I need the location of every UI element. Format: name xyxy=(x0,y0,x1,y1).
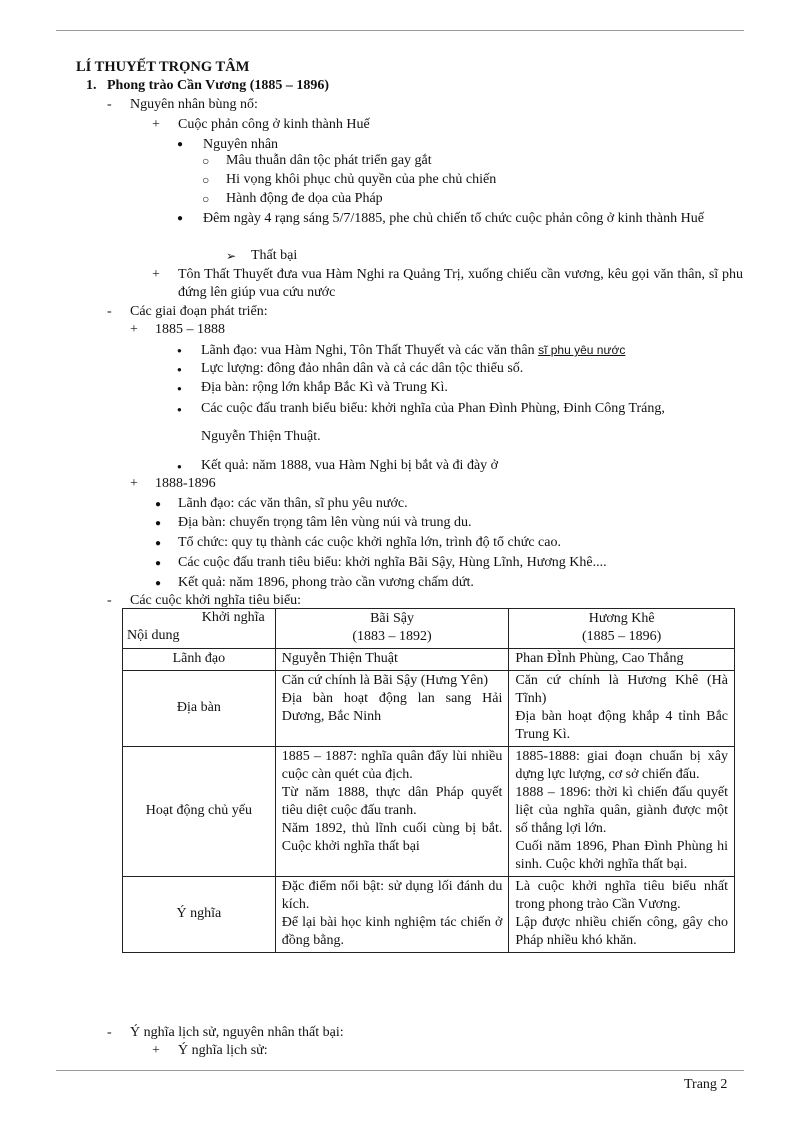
table-cell xyxy=(509,649,735,671)
stage1-struggles: Các cuộc đấu tranh biểu biểu: khởi nghĩa của Phan Đình Phùng, Đinh Công Tráng, xyxy=(201,401,665,416)
cell-paragraph: Nguyễn Thiện Thuật xyxy=(281,651,398,666)
uprisings-table xyxy=(122,608,735,953)
reason-item: Mâu thuẫn dân tộc phát triển gay gắt xyxy=(226,153,432,168)
plus-bullet: + xyxy=(152,1043,160,1058)
edict-text: Tôn Thất Thuyết đưa vua Hàm Nghi ra Quảng Trị, xuống chiếu cần vương, kêu gọi văn thân, sĩ phu đứng lên giúp vua cứu nước xyxy=(178,267,743,300)
circle-bullet-icon: ○ xyxy=(202,192,210,206)
cell-paragraph: 1885-1888: giai đoạn chuẩn bị xây dựng lực lượng, cơ sở chiến đấu. xyxy=(515,749,728,782)
dash-bullet: - xyxy=(107,1025,112,1040)
table-header-cell xyxy=(275,609,509,649)
bullet-icon: ● xyxy=(155,499,162,510)
table-cell xyxy=(275,747,509,877)
reason-item: Hi vọng khôi phục chủ quyền của phe chủ chiến xyxy=(226,172,497,187)
table-cell xyxy=(509,671,735,747)
bullet-icon: ● xyxy=(177,462,182,471)
bullet-icon: ● xyxy=(177,405,182,414)
cell-paragraph: Căn cứ chính là Bãi Sậy (Hưng Yên) xyxy=(281,673,489,688)
plus-bullet: + xyxy=(152,117,160,132)
stage2-item: Kết quả: năm 1896, phong trào cần vương chấm dứt. xyxy=(178,575,474,590)
table-cell xyxy=(275,649,509,671)
significance-sub: Ý nghĩa lịch sử: xyxy=(178,1043,268,1058)
cell-paragraph: Đặc điểm nổi bật: sử dụng lối đánh du kích. xyxy=(281,879,503,912)
reasons-label: Nguyên nhân xyxy=(203,137,279,152)
uprisings-label: Các cuộc khởi nghĩa tiêu biểu: xyxy=(130,593,302,608)
bullet-icon: ● xyxy=(155,578,162,589)
bullet-icon: ● xyxy=(155,518,162,529)
circle-bullet-icon: ○ xyxy=(202,154,210,168)
significance-label: Ý nghĩa lịch sử, nguyên nhân thất bại: xyxy=(130,1025,344,1040)
header-rule xyxy=(56,30,744,31)
causes-label: Nguyên nhân bùng nổ: xyxy=(130,97,258,112)
bullet-icon: ● xyxy=(177,213,184,224)
cell-paragraph: Địa bàn hoạt động khắp 4 tỉnh Bắc Trung Kì. xyxy=(515,709,728,742)
footer-rule xyxy=(56,1070,744,1071)
cell-paragraph: Để lại bài học kinh nghiệm tác chiến ở đồng bằng. xyxy=(281,915,503,948)
row-label: Hoạt động chủ yếu xyxy=(123,747,276,877)
dash-bullet: - xyxy=(107,593,112,608)
dash-bullet: - xyxy=(107,304,112,319)
cell-paragraph: Lập được nhiều chiến công, gây cho Pháp nhiều khó khăn. xyxy=(515,915,728,948)
table-row xyxy=(123,877,735,953)
section-title: Phong trào Cần Vương (1885 – 1896) xyxy=(107,78,330,93)
page-heading: LÍ THUYẾT TRỌNG TÂM xyxy=(76,59,250,75)
stage1-force: Lực lượng: đông đảo nhân dân và cả các dân tộc thiểu số. xyxy=(201,361,524,376)
counter-attack-text: Cuộc phản công ở kinh thành Huế xyxy=(178,117,370,132)
cell-paragraph: 1888 – 1896: thời kì chiến đấu quyết liệt của nghĩa quân, giành được một số thắng lợi lớn. xyxy=(515,785,728,836)
bullet-icon: ● xyxy=(155,558,162,569)
stage2-period: 1888-1896 xyxy=(155,476,216,491)
uprising-years: (1883 – 1892) xyxy=(352,629,432,644)
stage2-item: Địa bàn: chuyển trọng tâm lên vùng núi và trung du. xyxy=(178,515,472,530)
stage1-struggles-cont: Nguyễn Thiện Thuật. xyxy=(201,429,321,444)
arrow-icon: ➢ xyxy=(226,249,237,263)
stage1-period: 1885 – 1888 xyxy=(155,322,225,337)
cell-paragraph: Địa bàn hoạt động lan sang Hải Dương, Bắc Ninh xyxy=(281,691,503,724)
plus-bullet: + xyxy=(130,476,138,491)
stage1-area: Địa bàn: rộng lớn khắp Bắc Kì và Trung Kì. xyxy=(201,380,448,395)
cell-paragraph: 1885 – 1887: nghĩa quân đẩy lùi nhiều cuộc càn quét của địch. xyxy=(281,749,503,782)
dash-bullet: - xyxy=(107,97,112,112)
plus-bullet: + xyxy=(130,322,138,337)
stages-label: Các giai đoạn phát triển: xyxy=(130,304,268,319)
event-text: Đêm ngày 4 rạng sáng 5/7/1885, phe chủ chiến tổ chức cuộc phản công ở kinh thành Huế xyxy=(203,211,704,226)
plus-bullet: + xyxy=(152,267,160,282)
page-number: Trang 2 xyxy=(684,1077,728,1092)
reason-item: Hành động đe dọa của Pháp xyxy=(226,191,383,206)
cell-paragraph: Cuối năm 1896, Phan Đình Phùng hi sinh. Cuộc khởi nghĩa thất bại. xyxy=(515,839,728,872)
table-cell xyxy=(275,877,509,953)
table-header-row xyxy=(123,609,735,649)
section-number: 1. xyxy=(86,78,97,93)
bullet-icon: ● xyxy=(177,365,182,374)
bullet-icon: ● xyxy=(177,384,182,393)
bullet-icon: ● xyxy=(155,538,162,549)
row-label: Lãnh đạo xyxy=(123,649,276,671)
row-label: Địa bàn xyxy=(123,671,276,747)
bullet-icon: ● xyxy=(177,346,182,355)
uprising-years: (1885 – 1896) xyxy=(582,629,662,644)
table-row xyxy=(123,649,735,671)
table-header-cell xyxy=(509,609,735,649)
stage1-leadership-text: Lãnh đạo: vua Hàm Nghi, Tôn Thất Thuyết và các văn thân xyxy=(201,343,535,358)
stage1-leadership-tail: sĩ phu yêu nước xyxy=(538,343,626,357)
table-cell xyxy=(509,747,735,877)
table-corner-cell xyxy=(123,609,276,649)
uprising-name: Hương Khê xyxy=(588,611,655,626)
bullet-icon: ● xyxy=(177,139,184,150)
corner-top-label: Khởi nghĩa xyxy=(201,610,265,625)
stage2-item: Lãnh đạo: các văn thân, sĩ phu yêu nước. xyxy=(178,496,408,511)
circle-bullet-icon: ○ xyxy=(202,173,210,187)
cell-paragraph: Từ năm 1888, thực dân Pháp quyết tiêu diệt cuộc đấu tranh. xyxy=(281,785,503,818)
row-label: Ý nghĩa xyxy=(123,877,276,953)
uprising-name: Bãi Sậy xyxy=(370,611,415,626)
stage1-leadership xyxy=(201,341,625,360)
stage2-item: Tổ chức: quy tụ thành các cuộc khởi nghĩa lớn, trình độ tổ chức cao. xyxy=(178,535,561,550)
corner-bottom-label: Nội dung xyxy=(127,628,180,643)
cell-paragraph: Phan ĐÌnh Phùng, Cao Thắng xyxy=(515,651,684,666)
stage1-result: Kết quả: năm 1888, vua Hàm Nghi bị bắt và đi đày ở xyxy=(201,458,499,473)
cell-paragraph: Căn cứ chính là Hương Khê (Hà Tĩnh) xyxy=(515,673,728,706)
table-cell xyxy=(509,877,735,953)
table-row xyxy=(123,747,735,877)
cell-paragraph: Năm 1892, thủ lĩnh cuối cùng bị bắt. Cuộc khởi nghĩa thất bại xyxy=(281,821,503,854)
stage2-item: Các cuộc đấu tranh tiêu biểu: khởi nghĩa Bãi Sậy, Hùng Lĩnh, Hương Khê.... xyxy=(178,555,607,570)
table-cell xyxy=(275,671,509,747)
cell-paragraph: Là cuộc khởi nghĩa tiêu biểu nhất trong phong trào Cần Vương. xyxy=(515,879,728,912)
result-text: Thất bại xyxy=(251,248,298,263)
table-row xyxy=(123,671,735,747)
